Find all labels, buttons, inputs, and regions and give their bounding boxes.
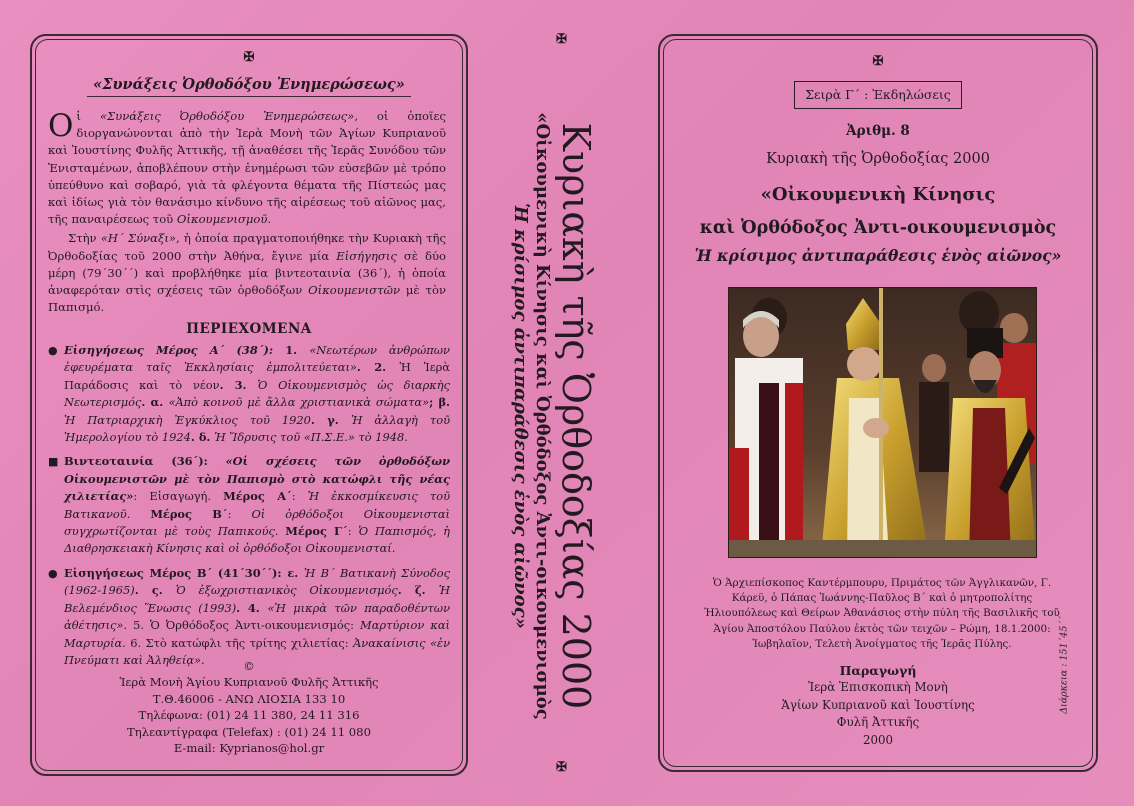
publisher-address [32, 658, 466, 756]
front-title-line-1: «Οἰκουμενικὴ Κίνησις [760, 184, 996, 205]
intro-paragraph-1: Oἱ «Συνάξεις Ὀρθοδόξου Ἐνημερώσεως», οἱ ὁποῖες διοργανώνονται ἀπὸ τὴν Ἱερὰ Μονὴ τῶν Ἁγίων Κυπριανοῦ καὶ Ἰουστίνης Φυλῆς Ἀττικῆς, τῇ ἀναθέσει τῆς Ἱερᾶς Συνόδου τῶν Ἐνισταμένων, ἀποβλέπουν στὴν ἐνημέρωσι τῶν εὐσεβῶν μὲ τρόπο ὑπεύθυνο καὶ σοβαρό, γιὰ τὰ φλέγοντα θέματα τῆς Πίστεώς μας καὶ ἰδίως γιὰ τὸν θανάσιμο κίνδυνο τῆς αἱρέσεως τοῦ αἰῶνος μας, τῆς παναιρέσεως τοῦ Οἰκουμενισμοῦ. [48, 108, 446, 227]
production-line: Φυλῆ Ἀττικῆς [836, 715, 920, 730]
series-label: Σειρὰ Γ΄ : Ἐκδηλώσεις [794, 81, 962, 109]
spine-subtitle: «Οἰκουμενικὴ Κίνησις καὶ Ὀρθόδοξος Ἀντι-οικουμενισμὸς [532, 112, 553, 720]
address-line: Τ.Θ.46006 - ΑΝΩ ΛΙΟΣΙΑ 133 10 [152, 691, 346, 706]
production-year: 2000 [862, 732, 894, 747]
intro-text [48, 108, 446, 316]
production-line: Ἱερὰ Ἐπισκοπικὴ Μονὴ [808, 680, 948, 695]
production-heading: Παραγωγή [839, 663, 917, 678]
issue-number: Ἀριθμ. 8 [846, 123, 910, 139]
spine-top-cross-icon: ✠ [556, 32, 567, 47]
contents-list [46, 342, 450, 676]
intro-paragraph-2: Στὴν «Η΄ Σύναξι», ἡ ὁποία πραγματοποιήθηκε τὴν Κυριακὴ τῆς Ὀρθοδοξίας τοῦ 2000 στὴν Ἀθήνα, ἔγινε μία Εἰσήγησις σὲ δύο μέρη (79΄30΄΄) καὶ προβλήθηκε μία βιντεοταινία (36΄), ἡ ὁποία ἀναφερόταν στὶς σχέσεις τῶν ὀρθοδόξων Οἰκουμενιστῶν μὲ τὸν Παπισμό. [48, 231, 447, 315]
front-title-line-2: καὶ Ὀρθόδοξος Ἀντι-οικουμενισμὸς [699, 218, 1057, 238]
back-cover-panel [30, 34, 468, 776]
contents-item: ■ Βιντεοταινία (36΄): «Οἱ σχέσεις τῶν ὀρθοδόξων Οἰκουμενιστῶν μὲ τὸν Παπισμὸ στὸ κατώφλι τῆς νέας χιλιετίας»: Εἰσαγωγή. Μέρος Α΄: Ἡ ἐκκοσμίκευσις τοῦ Βατικανοῦ. Μέρος Β΄: Οἱ ὀρθόδοξοι Οἰκουμενισταὶ συγχρωτίζονται μὲ τοὺς Παπικούς. Μέρος Γ΄: Ὁ Παπισμός, ἡ Διαθρησκειακὴ Κίνησις καὶ οἱ ὀρθόδοξοι Οἰκουμενισταί. [48, 454, 450, 556]
email-line: E-mail: Kyprianos@hol.gr [173, 741, 325, 756]
contents-item: ● Εἰσηγήσεως Μέρος Β΄ (41΄30΄΄): ε. Ἡ Β΄ Βατικανὴ Σύνοδος (1962-1965). ς. Ὁ ἐξωχριστιανικὸς Οἰκουμενισμός. ζ. Ἡ Βελεμένδιος Ἕνωσις (1993). 4. «Ἡ μικρὰ τῶν παραδοθέντων ἀθέτησις». 5. Ὁ Ὀρθόδοξος Ἀντι-οικουμενισμός: Μαρτύριον καὶ Μαρτυρία. 6. Στὸ κατώφλι τῆς τρίτης χιλιετίας: Ἀνακαίνισις «ἐν Πνεύματι καὶ Ἀληθείᾳ». [48, 565, 451, 667]
spine-bottom-cross-icon: ✠ [556, 760, 567, 775]
bullet-dot-icon: ● [48, 344, 58, 357]
dvd-cover-sheet: ✠ «Συνάξεις Ὀρθοδόξου Ἐνημερώσεως» Oἱ «Συνάξεις Ὀρθοδόξου Ἐνημερώσεως», οἱ ὁποῖες διοργανώνονται ἀπὸ τὴν Ἱερὰ Μονὴ τῶν Ἁγίων Κυπριανοῦ καὶ Ἰουστίνης Φυλῆς Ἀττικῆς, τῇ ἀναθέσει τῆς Ἱερᾶς Συνόδου τῶν Ἐνισταμένων, ἀποβλέπουν στὴν ἐνημέρωσι τῶν εὐσεβῶν μὲ τρόπο ὑπεύθυνο καὶ σοβαρό, γιὰ τὰ φλέγοντα θέματα τῆς Πίστεώς μας καὶ ἰδίως γιὰ τὸν θανάσιμο κίνδυνο τῆς αἱρέσεως τοῦ αἰῶνος μας, τῆς παναιρέσεως τοῦ Οἰκουμενισμοῦ. Στὴν «Η΄ Σύναξι», ἡ ὁποία πραγματοποιήθηκε τὴν Κυριακὴ τῆς Ὀρθοδοξίας τοῦ 2000 στὴν Ἀθήνα, ἔγινε μία Εἰσήγησις σὲ δύο μέρη (79΄30΄΄) καὶ προβλήθηκε μία βιντεοταινία (36΄), ἡ ὁποία ἀναφερόταν στὶς σχέσεις τῶν ὀρθοδόξων Οἰκουμενιστῶν μὲ τὸν Παπισμό. ΠΕΡΙΕΧΟΜΕΝΑ ● Εἰσηγήσεως Μέρος Α΄ (38΄): 1. «Νεωτέρων ἀνθρώπων ἐφευρέματα ταῖς Ἐκκλησίαις ἐμπολιτεύεται». 2. Ἡ Ἱερὰ Παράδοσις καὶ τὸ νέον. 3. Ὁ Οἰκουμενισμὸς ὡς διαρκὴς Νεωτερισμός. α. «Ἀπὸ κοινοῦ μὲ ἄλλα χριστιανικὰ σώματα»; β. Ἡ Πατριαρχικὴ Ἐγκύκλιος τοῦ 1920. γ. Ἡ ἀλλαγὴ τοῦ Ἡμερολογίου τὸ 1924. δ. Ἡ Ἵδρυσις τοῦ «Π.Σ.Ε.» τὸ 1948. ■ Βιντεοταινία (36΄): «Οἱ σχέσεις τῶν ὀρθοδόξων Οἰκουμενιστῶν μὲ τὸν Παπισμὸ στὸ κατώφλι τῆς νέας χιλιετίας»: Εἰσαγωγή. Μέρος Α΄: Ἡ ἐκκοσμίκευσις τοῦ Βατικανοῦ. Μέρος Β΄: Οἱ ὀρθόδοξοι Οἰκουμενισταὶ συγχρωτίζονται μὲ τοὺς Παπικούς. Μέρος Γ΄: Ὁ Παπισμός, ἡ Διαθρησκειακὴ Κίνησις καὶ οἱ ὀρθόδοξοι Οἰκουμενισταί. ● Εἰσηγήσεως Μέρος Β΄ (41΄30΄΄): ε. Ἡ Β΄ Βατικανὴ Σύνοδος (1962-1965). ς. Ὁ ἐξωχριστιανικὸς Οἰκουμενισμός. ζ. Ἡ Βελεμένδιος Ἕνωσις (1993). 4. «Ἡ μικρὰ τῶν παραδοθέντων ἀθέτησις». 5. Ὁ Ὀρθόδοξος Ἀντι-οικουμενισμός: Μαρτύριον καὶ Μαρτυρία. 6. Στὸ κατώφλι τῆς τρίτης χιλιετίας: Ἀνακαίνισις «ἐν Πνεύματι καὶ Ἀληθείᾳ». © Ἱερὰ Μονὴ Ἁγίου Κυπριανοῦ Φυλῆς Ἀττικῆς Τ.Θ.46006 - ΑΝΩ ΛΙΟΣΙΑ 133 10 Τηλέφωνα: (01) 24 11 380, 24 11 316 Τηλεαντίγραφα (Telefax) : (01) 24 11 080 E-mail: Kyprianos@hol.gr ✠ Κυριακὴ τῆς Ὀρθοδοξίας 2000 «Οἰκουμενικὴ Κίνησις καὶ Ὀρθόδοξος Ἀντι-οικουμενισμὸς Ἡ κρίσιμος ἀντιπαράθεσις ἑνὸς αἰῶνος» ✠ ✠ Σειρὰ Γ΄ : Ἐκδηλώσεις Ἀριθμ. 8 Κυριακὴ τῆς Ὀρθοδοξίας 2000 «Οἰκουμενικὴ Κίνησις καὶ Ὀρθόδοξος Ἀντι-οικουμενισμὸς Ἡ κρίσιμος ἀντιπαράθεσις ἑνὸς αἰῶνος» Ὁ Ἀρχιεπίσκοπος Καντέρμπουρυ, Πριμάτος τῶν Ἀγγλικανῶν, Γ. Κάρεϋ, ὁ Πάπας Ἰωάννης-Παῦλος Β΄ καὶ ὁ μητροπολίτης Ἡλιουπόλεως καὶ Θείρων Ἀθανάσιος στὴν πύλη τῆς Βασιλικῆς τοῦ Ἁγίου Ἀποστόλου Παύλου ἐκτὸς τῶν τειχῶν – Ρώμη, 18.1.2000: Ἰωβηλαῖον, Τελετὴ Ἀνοίγματος τῆς Ἱερᾶς Πύλης. Παραγωγή Ἱερὰ Ἐπισκοπικὴ Μονὴ Ἁγίων Κυπριανοῦ καὶ Ἰουστίνης Φυλῆ Ἀττικῆς 2000 Διάρκεια : 151΄45΄΄ [0, 0, 1134, 806]
front-cover-panel [658, 34, 1098, 772]
bullet-dot-icon: ● [48, 566, 58, 580]
spine-title: Κυριακὴ τῆς Ὀρθοδοξίας 2000 [554, 122, 598, 710]
bullet-square-icon: ■ [48, 455, 59, 469]
spine-subtitle-2: Ἡ κρίσιμος ἀντιπαράθεσις ἑνὸς αἰῶνος» [510, 203, 531, 629]
cross-icon: ✠ [872, 54, 884, 69]
photo-caption: Ὁ Ἀρχιεπίσκοπος Καντέρμπουρυ, Πριμάτος τῶν Ἀγγλικανῶν, Γ. Κάρεϋ, ὁ Πάπας Ἰωάννης-Παῦλος Β΄ καὶ ὁ μητροπολίτης Ἡλιουπόλεως καὶ Θείρων Ἀθανάσιος στὴν πύλη τῆς Βασιλικῆς τοῦ Ἁγίου Ἀποστόλου Παύλου ἐκτὸς τῶν τειχῶν – Ρώμη, 18.1.2000: Ἰωβηλαῖον, Τελετὴ Ἀνοίγματος τῆς Ἱερᾶς Πύλης. [704, 577, 1060, 650]
production-line: Ἁγίων Κυπριανοῦ καὶ Ἰουστίνης [781, 697, 975, 712]
front-subtitle: Κυριακὴ τῆς Ὀρθοδοξίας 2000 [766, 151, 990, 167]
cross-icon: ✠ [243, 50, 255, 65]
drop-cap: O [48, 108, 74, 144]
address-line: Τηλεαντίγραφα (Telefax) : (01) 24 11 080 [127, 724, 371, 739]
front-title-line-3: Ἡ κρίσιμος ἀντιπαράθεσις ἑνὸς αἰῶνος» [694, 246, 1062, 265]
production-credits [660, 662, 1096, 749]
address-line: Τηλέφωνα: (01) 24 11 380, 24 11 316 [138, 708, 360, 723]
contents-heading: ΠΕΡΙΕΧΟΜΕΝΑ [186, 321, 312, 337]
copyright-symbol: © [243, 659, 255, 673]
back-cover-title: «Συνάξεις Ὀρθοδόξου Ἐνημερώσεως» [32, 76, 466, 97]
address-line: Ἱερὰ Μονὴ Ἁγίου Κυπριανοῦ Φυλῆς Ἀττικῆς [119, 675, 379, 690]
contents-item: ● Εἰσηγήσεως Μέρος Α΄ (38΄): 1. «Νεωτέρων ἀνθρώπων ἐφευρέματα ταῖς Ἐκκλησίαις ἐμπολιτεύεται». 2. Ἡ Ἱερὰ Παράδοσις καὶ τὸ νέον. 3. Ὁ Οἰκουμενισμὸς ὡς διαρκὴς Νεωτερισμός. α. «Ἀπὸ κοινοῦ μὲ ἄλλα χριστιανικὰ σώματα»; β. Ἡ Πατριαρχικὴ Ἐγκύκλιος τοῦ 1920. γ. Ἡ ἀλλαγὴ τοῦ Ἡμερολογίου τὸ 1924. δ. Ἡ Ἵδρυσις τοῦ «Π.Σ.Ε.» τὸ 1948. [48, 343, 450, 445]
cover-photo [728, 287, 1037, 558]
